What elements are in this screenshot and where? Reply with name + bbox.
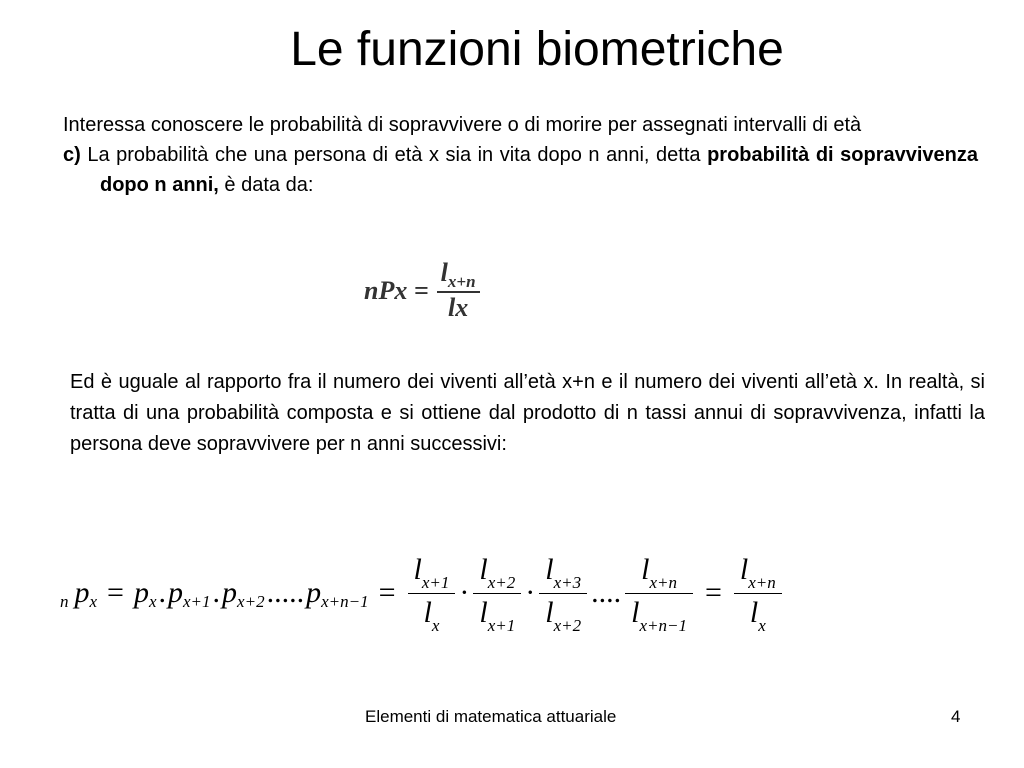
explanation-paragraph: Ed è uguale al rapporto fra il numero dei viventi all’età x+n e il numero dei viventi all’età x. In realtà, si tratta di una probabilità composta e si ottiene dal prodotto di n tassi annui di sopravvivenza, infatti la persona deve sopravvivere per n anni successivi: — [70, 371, 985, 455]
formula2-eq-1: = — [107, 576, 124, 609]
ratio-denominator — [417, 594, 445, 636]
l-symbol: l — [631, 595, 640, 629]
formula1-numerator — [437, 258, 480, 291]
ratio-numerator — [473, 551, 521, 593]
ratio-sep: .... — [591, 576, 622, 609]
item-c-marker: c) — [63, 144, 81, 166]
formula1-num-base: l — [440, 258, 448, 287]
formula2-eq-2: = — [378, 576, 396, 609]
ratio-denominator — [625, 594, 693, 636]
ratio-den-sub: x+2 — [553, 615, 582, 635]
intro-paragraph: Interessa conoscere le probabilità di sopravvivere o di morire per assegnati intervalli di età — [63, 114, 862, 136]
footer-course-name: Elementi di matematica attuariale — [365, 707, 617, 726]
ratio-den-sub: x — [431, 615, 440, 635]
ratio-num-sub: x+2 — [487, 572, 516, 592]
item-c-text-after: è data da: — [218, 174, 314, 196]
slide-title: Le funzioni biometriche — [290, 23, 784, 76]
ratio-den-sub: x+n−1 — [639, 615, 687, 635]
item-c-paragraph — [63, 140, 978, 200]
product-sep: ..... — [266, 576, 305, 609]
formula2-eq-3: = — [704, 576, 722, 609]
intro-block — [63, 110, 978, 200]
formula1-denominator: lx — [448, 293, 469, 322]
item-c-text-before: La probabilità che una persona di età x sia in vita dopo n anni, detta — [80, 144, 708, 166]
formula2-lhs-sub: x — [89, 592, 98, 611]
composite-probability-formula — [60, 548, 990, 638]
survival-probability-formula — [364, 258, 480, 323]
l-symbol: l — [545, 552, 554, 586]
l-symbol: l — [749, 595, 759, 629]
product-term: p — [168, 576, 184, 609]
ratio-fraction — [625, 551, 693, 636]
formula2-lhs-base: p — [74, 576, 90, 609]
l-symbol: l — [739, 552, 749, 586]
ratio-numerator — [635, 551, 683, 593]
page-number: 4 — [951, 707, 961, 726]
l-symbol: l — [423, 595, 432, 629]
ratio-numerator — [539, 551, 587, 593]
l-symbol: l — [545, 595, 554, 629]
product-term-sub: x+n−1 — [321, 592, 369, 611]
ratio-num-sub: x+1 — [421, 572, 450, 592]
result-numerator — [734, 551, 782, 593]
ratio-denominator — [473, 594, 521, 636]
formula1-lhs: nPx = — [364, 275, 429, 305]
l-symbol: l — [479, 595, 488, 629]
ratio-fraction — [539, 551, 587, 636]
product-term-sub: x+2 — [237, 592, 265, 611]
ratio-sep: · — [525, 576, 536, 609]
product-term: p — [222, 576, 238, 609]
result-num-sub: x+n — [748, 572, 776, 592]
ratio-den-sub: x+1 — [487, 615, 516, 635]
formula2-prefix: n — [60, 592, 69, 611]
ratio-sep: · — [459, 576, 470, 609]
item-c-bold-text: probabilità di sopravvivenza dopo n anni, — [100, 144, 979, 196]
l-symbol: l — [641, 552, 650, 586]
formula1-fraction — [437, 258, 480, 323]
product-term: p — [133, 576, 149, 609]
ratio-fraction — [473, 551, 521, 636]
formula1-num-sub: x+n — [447, 272, 476, 291]
result-den-sub: x — [758, 615, 766, 635]
product-term-sub: x — [148, 592, 157, 611]
l-symbol: l — [479, 552, 488, 586]
product-term: p — [306, 576, 322, 609]
ratio-num-sub: x+3 — [553, 572, 582, 592]
ratio-numerator — [408, 551, 456, 593]
ratio-fraction — [408, 551, 456, 636]
product-term-sub: x+1 — [183, 592, 211, 611]
product-sep: . — [212, 576, 221, 609]
product-sep: . — [158, 576, 167, 609]
l-symbol: l — [413, 552, 422, 586]
ratio-num-sub: x+n — [649, 572, 677, 592]
ratio-denominator — [539, 594, 587, 636]
result-denominator — [744, 594, 772, 636]
result-fraction — [734, 551, 782, 636]
